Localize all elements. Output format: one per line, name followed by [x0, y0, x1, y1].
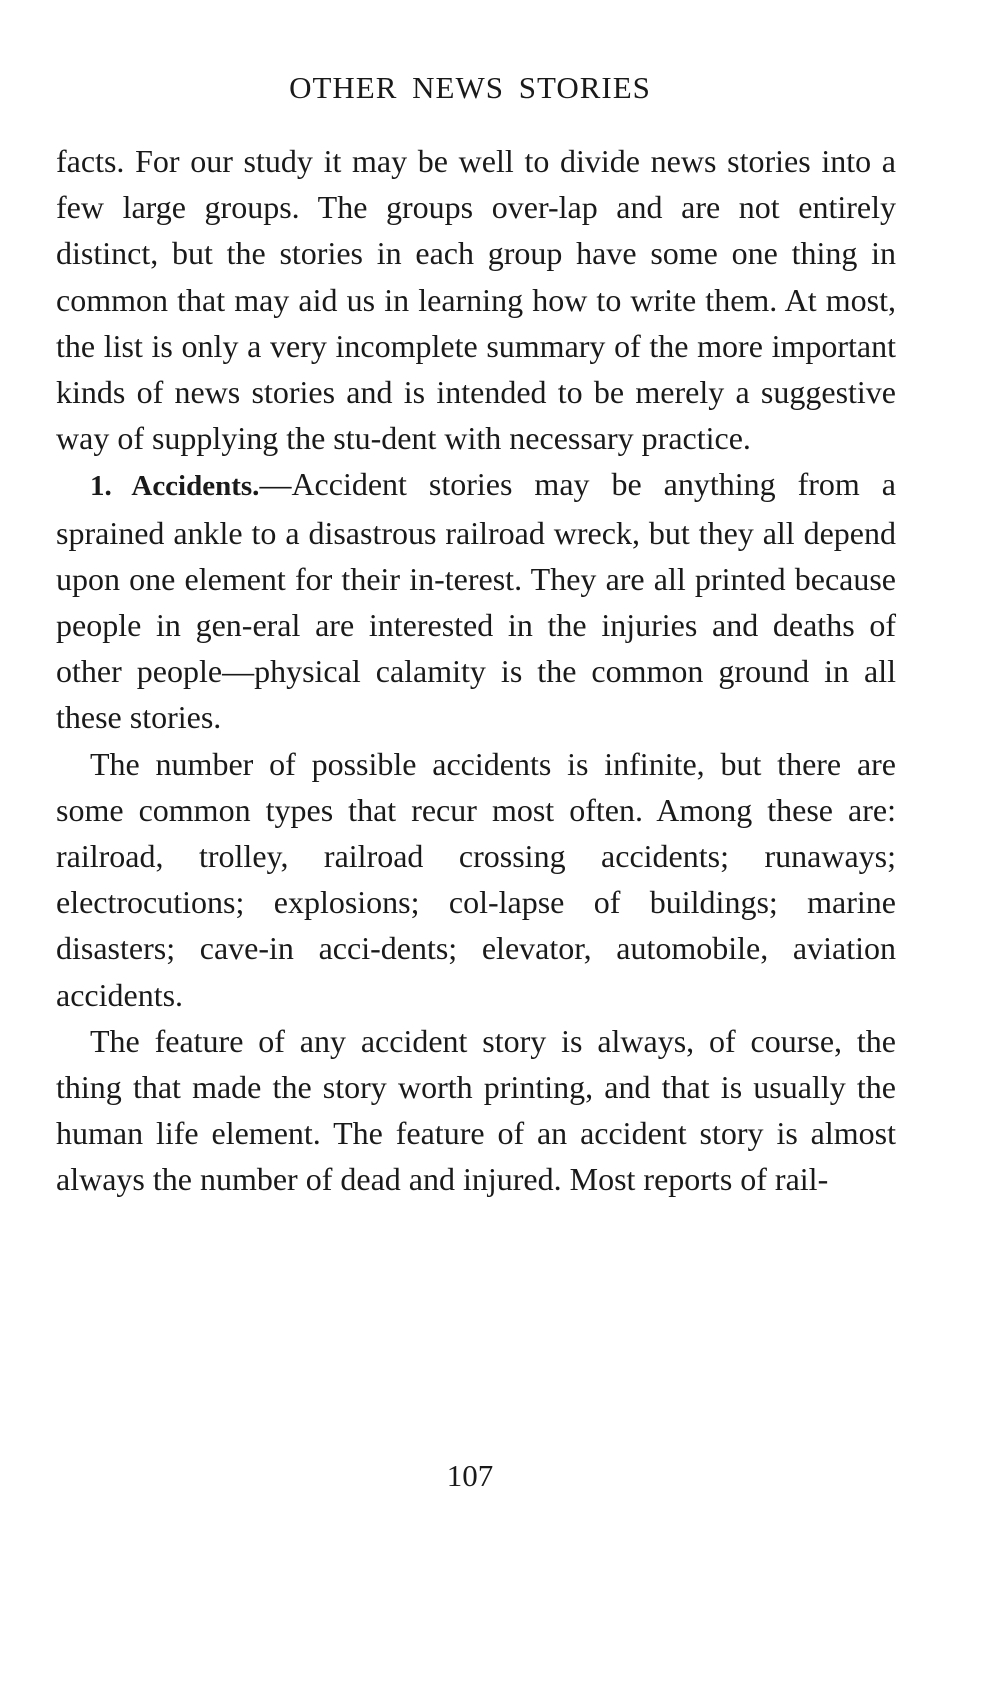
paragraph-intro: facts. For our study it may be well to divide news stories into a few large groups. The groups over-lap and are not entirely distinct, but the stories in each group have some one thing in common that may aid us in learning how to write them. At most, the list is only a very incomplete summary of the more important kinds of news stories and is intended to be merely a suggestive way of supplying the stu-dent with necessary practice.: [56, 143, 896, 457]
paragraph-accident-types: The number of possible accidents is infinite, but there are some common types that recur most often. Among these are: railroad, trolley, railroad crossing accidents; runaways; electrocutions; explosions; col-lapse of buildings; marine disasters; cave-in acci-dents; elevator, automobile, aviation accidents.: [56, 745, 896, 1013]
section-heading-accidents: 1. Accidents.: [90, 470, 260, 503]
page-number: 107: [446, 1458, 494, 1493]
paragraph-accidents: [56, 461, 896, 740]
running-head: OTHER NEWS STORIES: [289, 70, 651, 105]
paragraph-accident-feature: The feature of any accident story is always, of course, the thing that made the story worth printing, and that is usually the human life element. The feature of an accident story is almost always the number of dead and injured. Most reports of rail-: [56, 1022, 896, 1198]
body-text: [56, 138, 896, 1203]
paragraph-accidents-text: —Accident stories may be anything from a sprained ankle to a disastrous railroad wreck, but they all depend upon one element for their in-terest. They are all printed because people in gen-eral are interested in the injuries and deaths of other people—physical calamity is the common ground in all these stories.: [56, 466, 896, 736]
